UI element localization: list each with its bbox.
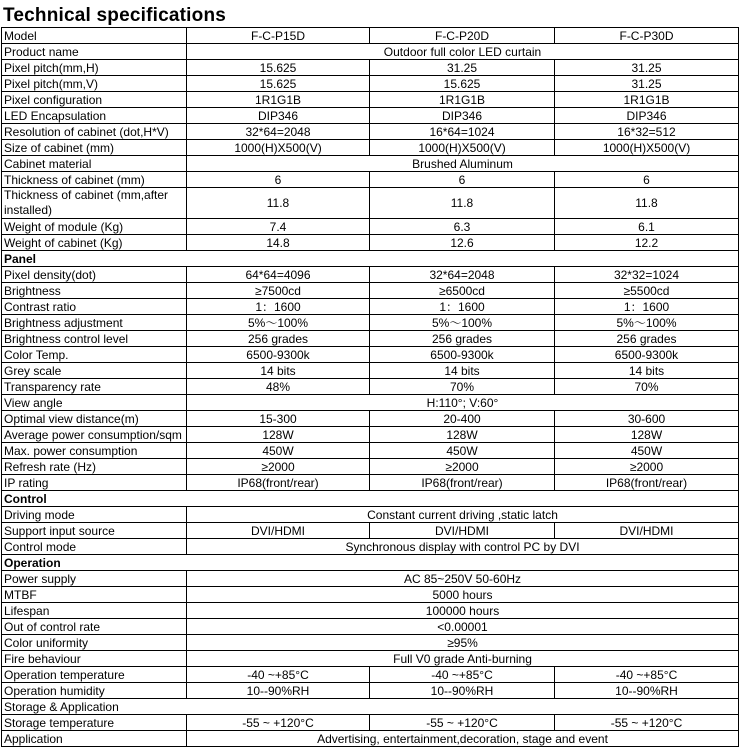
row-value: 1000(H)X500(V)	[187, 140, 370, 156]
row-label: Brightness	[2, 283, 187, 299]
spec-row	[2, 76, 739, 92]
row-value-shared: H:110°; V:60°	[187, 395, 739, 411]
row-value: 6500-9300k	[187, 347, 370, 363]
row-value: 1：1600	[555, 299, 739, 315]
row-value: 6500-9300k	[370, 347, 555, 363]
row-value: 7.4	[187, 219, 370, 235]
spec-row	[2, 651, 739, 667]
row-value: 6.1	[555, 219, 739, 235]
spec-row	[2, 459, 739, 475]
spec-row	[2, 507, 739, 523]
row-label: Operation humidity	[2, 683, 187, 699]
row-value-shared: ≥95%	[187, 635, 739, 651]
row-label: Refresh rate (Hz)	[2, 459, 187, 475]
row-value-shared: Constant current driving ,static latch	[187, 507, 739, 523]
spec-row	[2, 699, 739, 715]
section-header-row	[2, 491, 739, 507]
row-value: 12.2	[555, 235, 739, 251]
spec-row	[2, 427, 739, 443]
row-label: Transparency rate	[2, 379, 187, 395]
row-label: Size of cabinet (mm)	[2, 140, 187, 156]
row-value: 1R1G1B	[370, 92, 555, 108]
header-cell-model-1: F-C-P15D	[187, 28, 370, 44]
spec-row	[2, 267, 739, 283]
spec-row	[2, 140, 739, 156]
spec-row	[2, 443, 739, 459]
spec-row	[2, 219, 739, 235]
spec-row	[2, 571, 739, 587]
spec-row	[2, 411, 739, 427]
row-value: 11.8	[370, 188, 555, 219]
row-value: ≥2000	[555, 459, 739, 475]
row-value: 15.625	[370, 76, 555, 92]
row-value-shared: 5000 hours	[187, 587, 739, 603]
row-value: 32*64=2048	[370, 267, 555, 283]
row-value: 6.3	[370, 219, 555, 235]
spec-row	[2, 92, 739, 108]
spec-row	[2, 60, 739, 76]
row-label: Fire behaviour	[2, 651, 187, 667]
row-label: Color uniformity	[2, 635, 187, 651]
spec-row	[2, 523, 739, 539]
spec-row	[2, 731, 739, 747]
row-value: 128W	[370, 427, 555, 443]
spec-row	[2, 395, 739, 411]
row-value: 14 bits	[555, 363, 739, 379]
row-value: 32*64=2048	[187, 124, 370, 140]
row-value: 6	[555, 172, 739, 188]
spec-row	[2, 347, 739, 363]
section-header-row	[2, 251, 739, 267]
spec-row	[2, 363, 739, 379]
row-value-shared: Synchronous display with control PC by DVI	[187, 539, 739, 555]
spec-row	[2, 635, 739, 651]
row-value: 32*32=1024	[555, 267, 739, 283]
spec-row	[2, 603, 739, 619]
row-value-shared: Advertising, entertainment,decoration, stage and event	[187, 731, 739, 747]
section-title: Panel	[2, 251, 739, 267]
row-value: 31.25	[555, 60, 739, 76]
row-value: 1000(H)X500(V)	[555, 140, 739, 156]
row-label: Lifespan	[2, 603, 187, 619]
row-value: 30-600	[555, 411, 739, 427]
row-value: ≥2000	[370, 459, 555, 475]
spec-row	[2, 108, 739, 124]
row-value: 31.25	[370, 60, 555, 76]
row-value: 1：1600	[370, 299, 555, 315]
row-value: 14 bits	[187, 363, 370, 379]
row-value-shared: AC 85~250V 50-60Hz	[187, 571, 739, 587]
header-row	[2, 28, 739, 44]
spec-row	[2, 299, 739, 315]
spec-table	[1, 27, 739, 747]
spec-row	[2, 283, 739, 299]
row-value: 16*64=1024	[370, 124, 555, 140]
row-label: Contrast ratio	[2, 299, 187, 315]
row-value: -40 ~+85°C	[370, 667, 555, 683]
row-value: -40 ~+85°C	[187, 667, 370, 683]
row-value: 31.25	[555, 76, 739, 92]
row-label: Driving mode	[2, 507, 187, 523]
row-value: DVI/HDMI	[187, 523, 370, 539]
row-value: 128W	[187, 427, 370, 443]
row-value: 450W	[555, 443, 739, 459]
row-label: Product name	[2, 44, 187, 60]
row-value: 15.625	[187, 60, 370, 76]
row-value-shared: Brushed Aluminum	[187, 156, 739, 172]
spec-row	[2, 667, 739, 683]
row-value: 10--90%RH	[555, 683, 739, 699]
spec-row	[2, 172, 739, 188]
spec-row	[2, 315, 739, 331]
header-cell-model-2: F-C-P20D	[370, 28, 555, 44]
row-value: 11.8	[187, 188, 370, 219]
row-value: 1R1G1B	[555, 92, 739, 108]
row-value: 128W	[555, 427, 739, 443]
row-value: ≥6500cd	[370, 283, 555, 299]
row-value: 15-300	[187, 411, 370, 427]
row-value: 11.8	[555, 188, 739, 219]
row-label: Cabinet material	[2, 156, 187, 172]
row-value: ≥2000	[187, 459, 370, 475]
row-label: Support input source	[2, 523, 187, 539]
row-value: 5%～100%	[370, 315, 555, 331]
row-value: 70%	[370, 379, 555, 395]
row-value-shared: Full V0 grade Anti-burning	[187, 651, 739, 667]
row-value: DIP346	[370, 108, 555, 124]
row-label: Grey scale	[2, 363, 187, 379]
row-label: Weight of cabinet (Kg)	[2, 235, 187, 251]
row-value: -55 ~ +120°C	[187, 715, 370, 731]
row-label: Storage & Application	[2, 699, 739, 715]
row-value: 14 bits	[370, 363, 555, 379]
row-label: Thickness of cabinet (mm)	[2, 172, 187, 188]
row-label: Pixel configuration	[2, 92, 187, 108]
row-value: 6	[370, 172, 555, 188]
row-value: 450W	[370, 443, 555, 459]
row-value: DVI/HDMI	[555, 523, 739, 539]
section-header-row	[2, 555, 739, 571]
row-value: -55 ~ +120°C	[555, 715, 739, 731]
spec-row	[2, 188, 739, 219]
row-value: IP68(front/rear)	[370, 475, 555, 491]
spec-table-body	[2, 28, 739, 747]
row-label: MTBF	[2, 587, 187, 603]
row-label: Storage temperature	[2, 715, 187, 731]
row-value: 5%～100%	[555, 315, 739, 331]
spec-row	[2, 683, 739, 699]
row-label: Optimal view distance(m)	[2, 411, 187, 427]
row-value: DIP346	[555, 108, 739, 124]
row-value-shared: <0.00001	[187, 619, 739, 635]
row-value: DVI/HDMI	[370, 523, 555, 539]
row-value: IP68(front/rear)	[555, 475, 739, 491]
row-label: LED Encapsulation	[2, 108, 187, 124]
spec-row	[2, 587, 739, 603]
row-value: DIP346	[187, 108, 370, 124]
row-value: 16*32=512	[555, 124, 739, 140]
row-label: Pixel pitch(mm,V)	[2, 76, 187, 92]
header-cell-model: Model	[2, 28, 187, 44]
row-label: Operation temperature	[2, 667, 187, 683]
spec-row	[2, 715, 739, 731]
row-value-shared: Outdoor full color LED curtain	[187, 44, 739, 60]
row-value: 70%	[555, 379, 739, 395]
row-value-shared: 100000 hours	[187, 603, 739, 619]
spec-row	[2, 124, 739, 140]
row-value: 12.6	[370, 235, 555, 251]
row-label: Color Temp.	[2, 347, 187, 363]
row-value: ≥5500cd	[555, 283, 739, 299]
row-label: Thickness of cabinet (mm,after installed)	[2, 188, 187, 219]
spec-row	[2, 331, 739, 347]
row-value: 1R1G1B	[187, 92, 370, 108]
row-value: 1：1600	[187, 299, 370, 315]
row-label: View angle	[2, 395, 187, 411]
row-value: 10--90%RH	[187, 683, 370, 699]
row-label: Brightness adjustment	[2, 315, 187, 331]
page-title: Technical specifications	[3, 5, 227, 26]
row-value: 6500-9300k	[555, 347, 739, 363]
row-label: Average power consumption/sqm	[2, 427, 187, 443]
row-value: 256 grades	[187, 331, 370, 347]
row-value: 6	[187, 172, 370, 188]
row-value: 5%～100%	[187, 315, 370, 331]
row-label: IP rating	[2, 475, 187, 491]
row-label: Resolution of cabinet (dot,H*V)	[2, 124, 187, 140]
row-value: 14.8	[187, 235, 370, 251]
row-label: Pixel density(dot)	[2, 267, 187, 283]
spec-row	[2, 379, 739, 395]
row-value: 256 grades	[370, 331, 555, 347]
spec-row	[2, 44, 739, 60]
spec-row	[2, 619, 739, 635]
row-label: Weight of module (Kg)	[2, 219, 187, 235]
spec-row	[2, 235, 739, 251]
row-label: Control mode	[2, 539, 187, 555]
row-label: Application	[2, 731, 187, 747]
row-value: 15.625	[187, 76, 370, 92]
spec-row	[2, 539, 739, 555]
row-value: 20-400	[370, 411, 555, 427]
row-label: Out of control rate	[2, 619, 187, 635]
row-value: -55 ~ +120°C	[370, 715, 555, 731]
row-value: 450W	[187, 443, 370, 459]
header-cell-model-3: F-C-P30D	[555, 28, 739, 44]
row-value: -40 ~+85°C	[555, 667, 739, 683]
row-value: 256 grades	[555, 331, 739, 347]
row-label: Max. power consumption	[2, 443, 187, 459]
row-value: 64*64=4096	[187, 267, 370, 283]
spec-row	[2, 475, 739, 491]
row-label: Pixel pitch(mm,H)	[2, 60, 187, 76]
section-title: Control	[2, 491, 739, 507]
row-value: IP68(front/rear)	[187, 475, 370, 491]
section-title: Operation	[2, 555, 739, 571]
row-value: 1000(H)X500(V)	[370, 140, 555, 156]
row-label: Brightness control level	[2, 331, 187, 347]
row-value: 48%	[187, 379, 370, 395]
row-label: Power supply	[2, 571, 187, 587]
spec-row	[2, 156, 739, 172]
row-value: 10--90%RH	[370, 683, 555, 699]
row-value: ≥7500cd	[187, 283, 370, 299]
